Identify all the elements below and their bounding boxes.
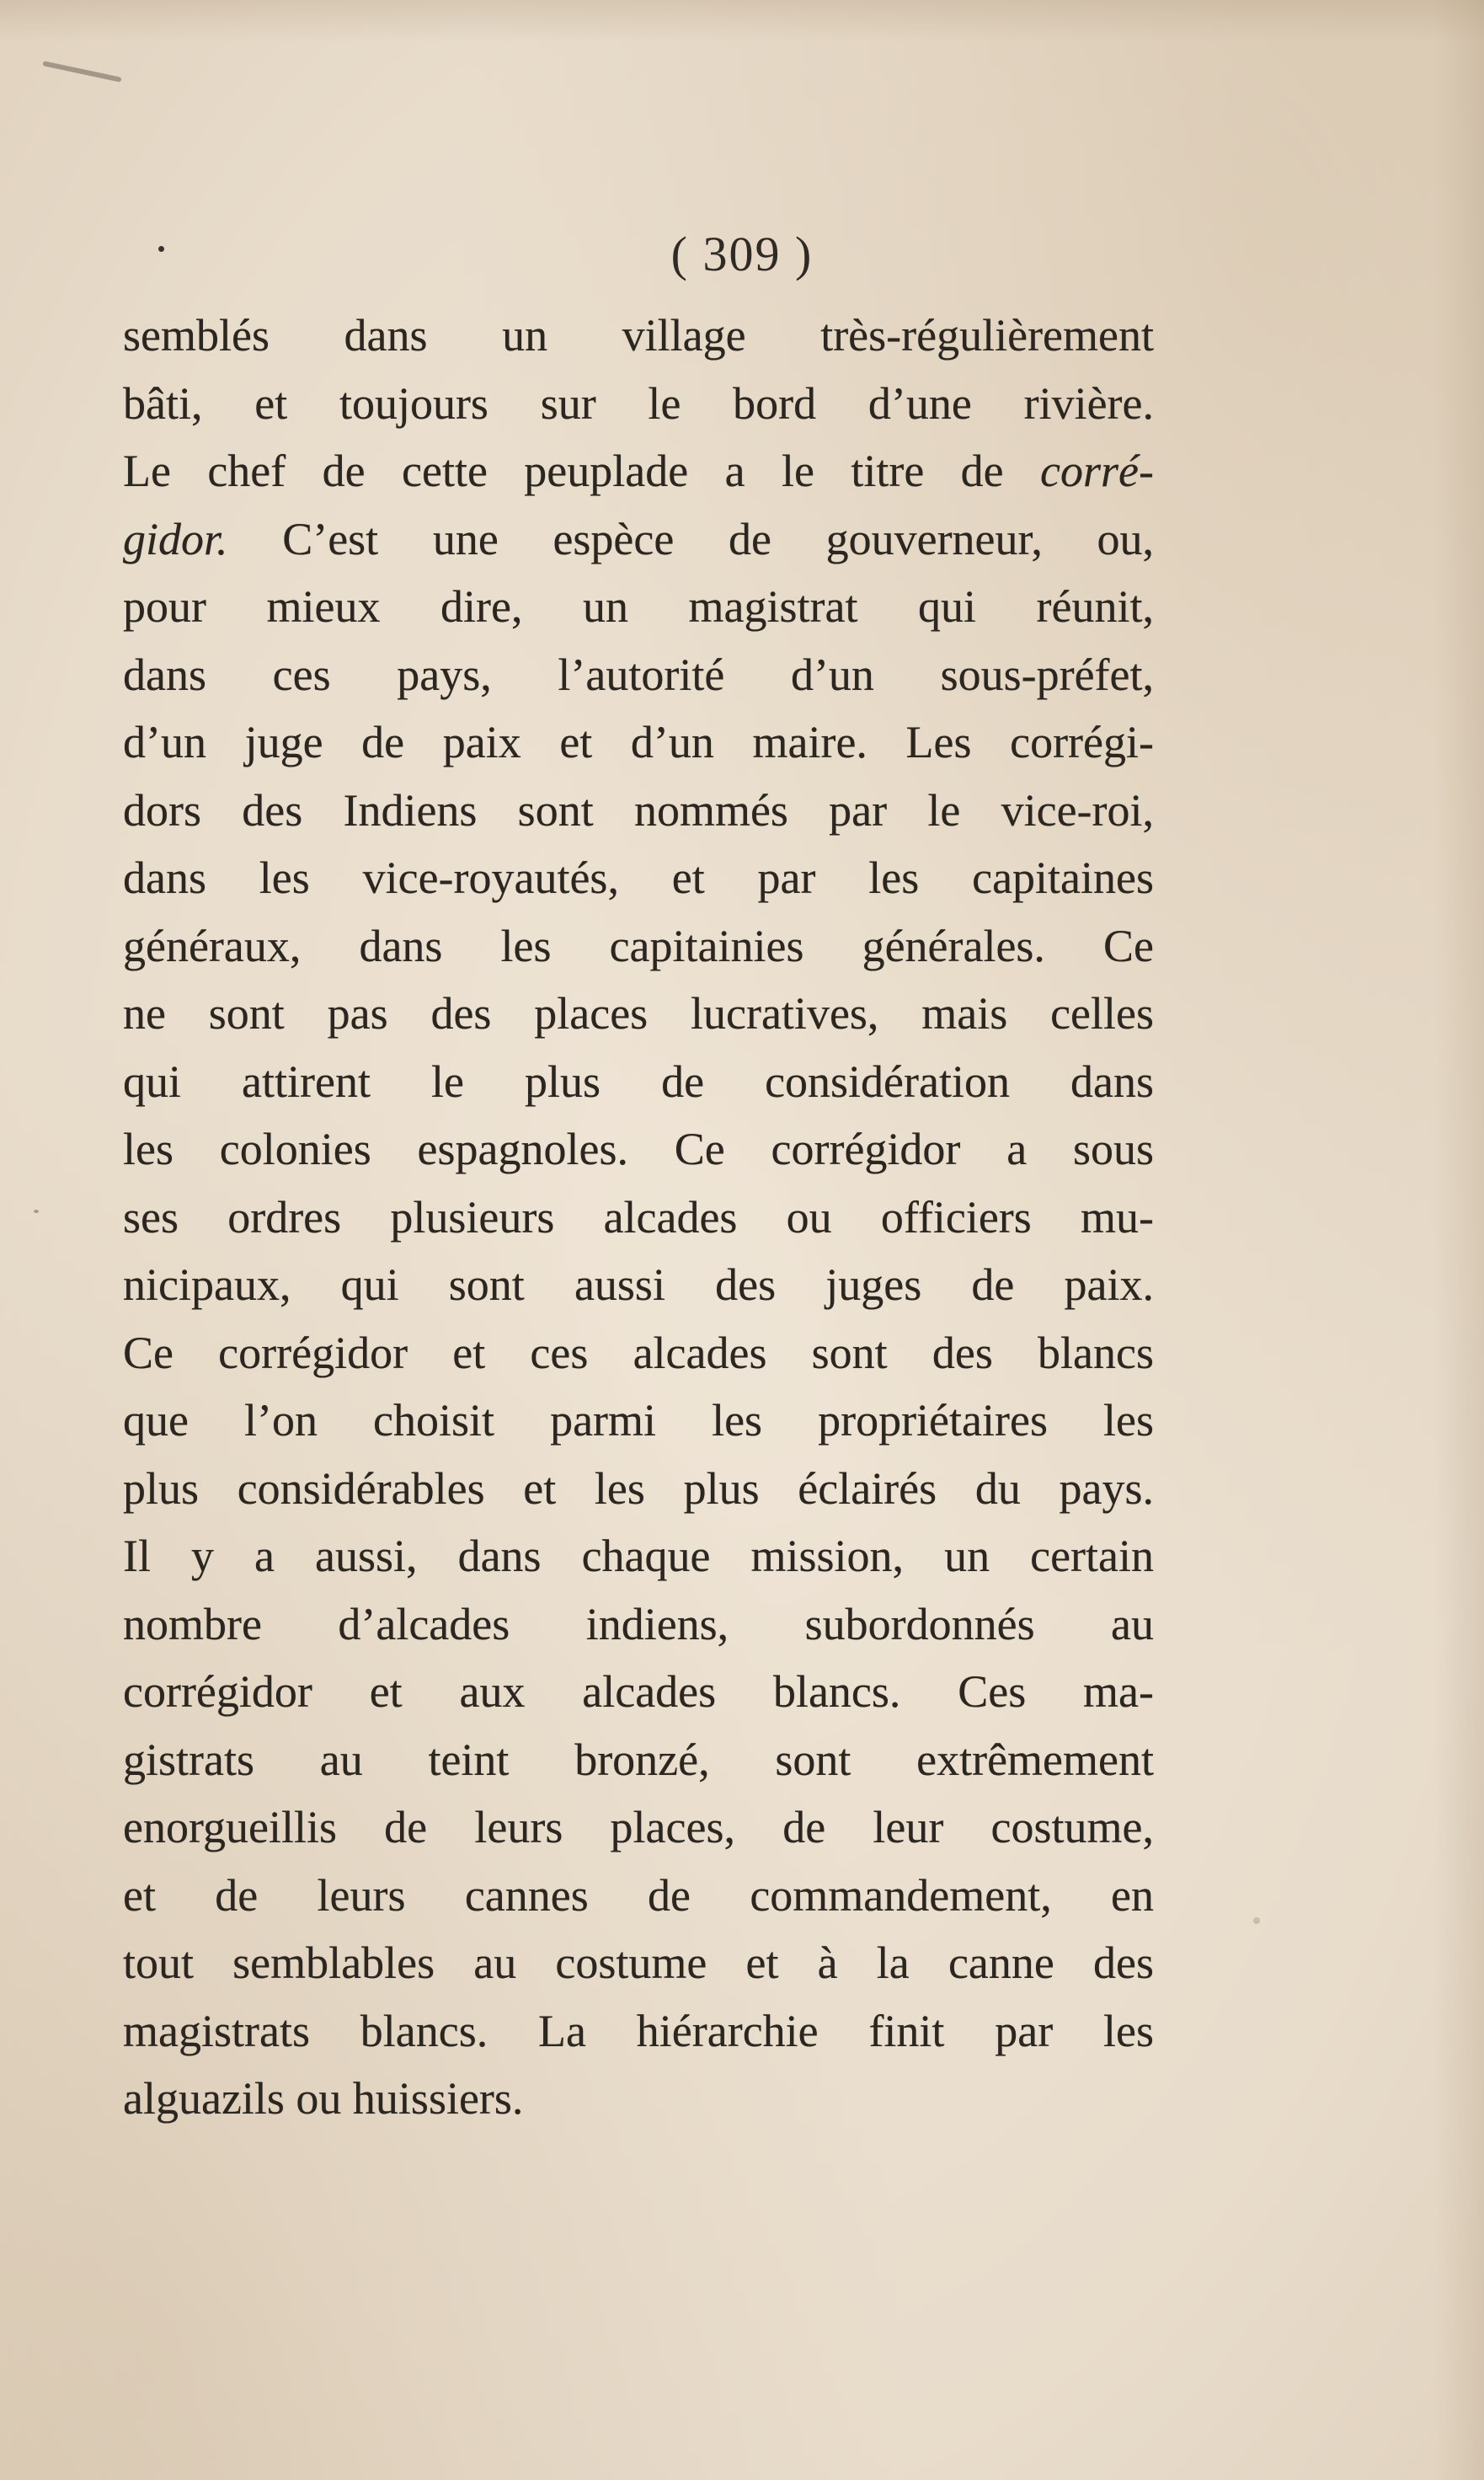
text-line xyxy=(123,437,1154,505)
text-line: bâti, et toujours sur le bord d’une rivière. xyxy=(123,377,1154,429)
text-line: pour mieux dire, un magistrat qui réunit, xyxy=(123,581,1154,632)
text-line: nicipaux, qui sont aussi des juges de paix. xyxy=(123,1259,1154,1310)
body-text xyxy=(123,302,1154,2133)
text-line: ses ordres plusieurs alcades ou officiers mu- xyxy=(123,1191,1154,1243)
text-line: corrégidor et aux alcades blancs. Ces ma- xyxy=(123,1666,1154,1717)
text-line: tout semblables au costume et à la canne des xyxy=(123,1938,1154,1988)
text-line: semblés dans un village très-régulièrement xyxy=(123,310,1154,361)
text-line xyxy=(123,505,1154,574)
text-line: généraux, dans les capitainies générales. Ce xyxy=(123,920,1154,971)
page-shadow-right xyxy=(1433,0,1484,2480)
paper-mark xyxy=(42,61,121,83)
text-line: et de leurs cannes de commandement, en xyxy=(123,1869,1154,1921)
text-line: d’un juge de paix et d’un maire. Les corrégi- xyxy=(123,717,1154,767)
paper-speck xyxy=(1253,1917,1260,1924)
text-line: dans les vice-royautés, et par les capitaines xyxy=(123,852,1154,903)
text-line: enorgueillis de leurs places, de leur costume, xyxy=(123,1802,1154,1852)
page-number: ( 309 ) xyxy=(670,227,814,281)
text-line: les colonies espagnoles. Ce corrégidor a sous xyxy=(123,1124,1154,1174)
text-line: dors des Indiens sont nommés par le vice-roi, xyxy=(123,784,1154,836)
page-shadow-top xyxy=(0,0,1484,42)
text-line: que l’on choisit parmi les propriétaires les xyxy=(123,1395,1154,1446)
text-line: Il y a aussi, dans chaque mission, un certain xyxy=(123,1531,1154,1581)
text-line-roman: C’est une espèce de gouverneur, ou, xyxy=(227,513,1154,564)
text-line: alguazils ou huissiers. xyxy=(123,2073,524,2124)
text-line: nombre d’alcades indiens, subordonnés au xyxy=(123,1598,1154,1649)
text-line: Ce corrégidor et ces alcades sont des blancs xyxy=(123,1327,1154,1378)
text-line: dans ces pays, l’autorité d’un sous-préfet, xyxy=(123,649,1154,700)
paper-speck xyxy=(34,1210,39,1213)
italic-word: corré- xyxy=(1040,446,1154,496)
text-line: qui attirent le plus de considération dans xyxy=(123,1056,1154,1107)
text-line: ne sont pas des places lucratives, mais celles xyxy=(123,988,1154,1039)
text-line: gistrats au teint bronzé, sont extrêmement xyxy=(123,1734,1154,1785)
text-line-roman: Le chef de cette peuplade a le titre de xyxy=(123,446,1041,496)
italic-word: gidor. xyxy=(123,513,228,564)
text-line: magistrats blancs. La hiérarchie finit par les xyxy=(123,2005,1154,2056)
text-line: plus considérables et les plus éclairés du pays. xyxy=(123,1462,1154,1514)
